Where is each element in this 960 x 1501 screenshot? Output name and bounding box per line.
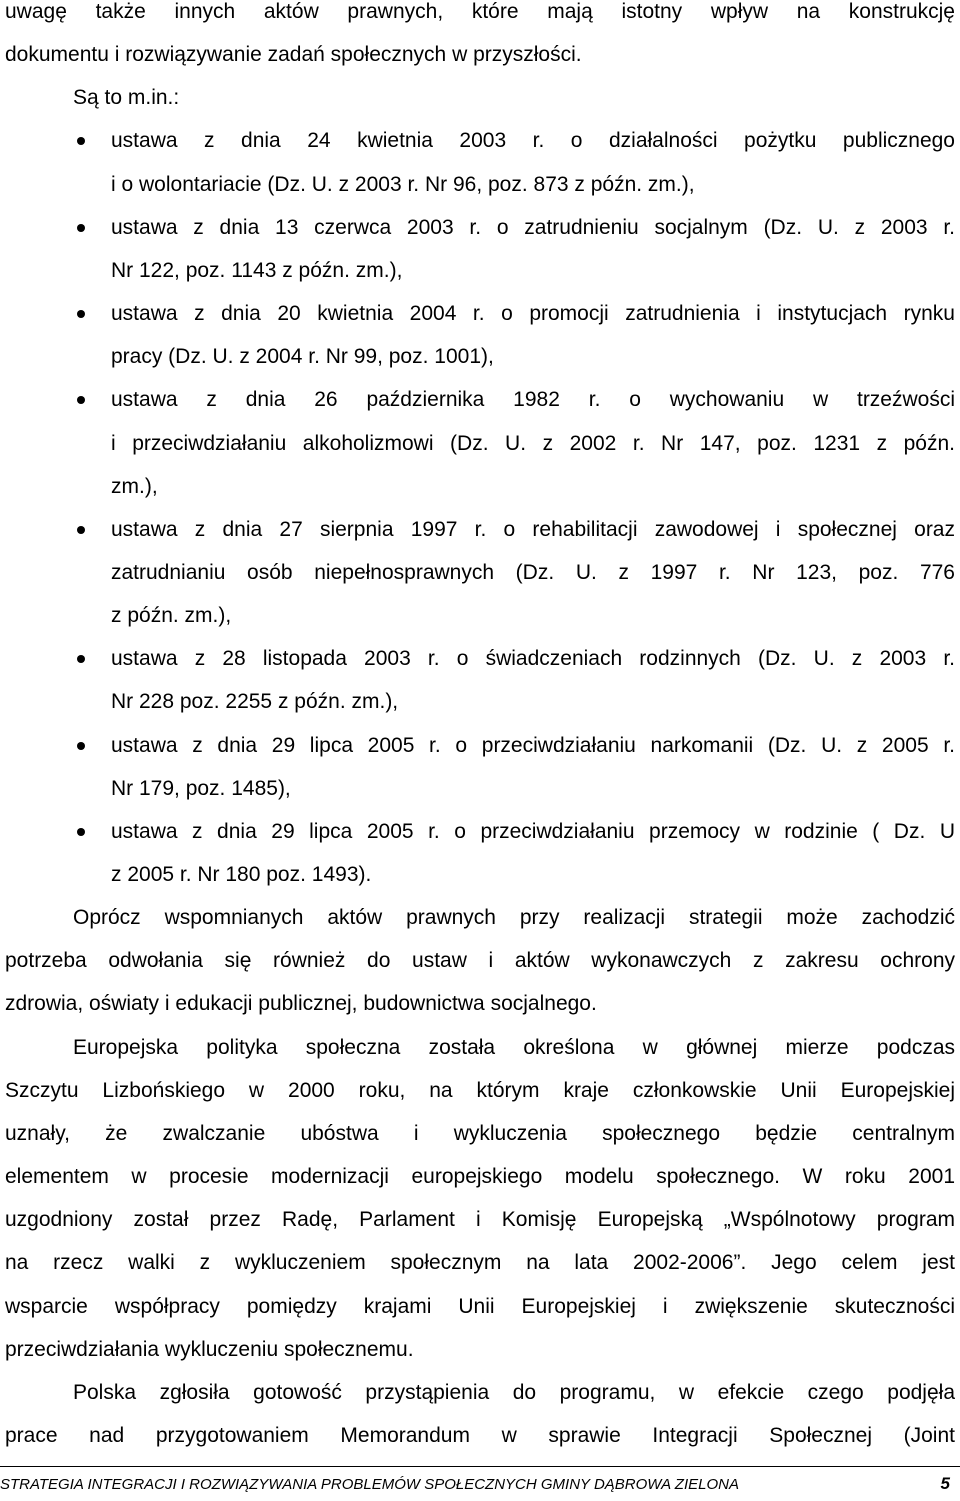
law-list-item: zm.), [111, 474, 158, 498]
paragraph-line: potrzeba odwołania się również do ustaw i aktów wykonawczych z zakresu ochrony [5, 949, 955, 973]
paragraph-line: prace nad przygotowaniem Memorandum w sprawie Integracji Społecznej (Joint [5, 1423, 955, 1447]
law-list-item: ustawa z dnia 27 sierpnia 1997 r. o rehabilitacji zawodowej i społecznej oraz [111, 517, 955, 541]
paragraph-line: Szczytu Lizbońskiego w 2000 roku, na którym kraje członkowskie Unii Europejskiej [5, 1078, 955, 1102]
law-list-item: ustawa z 28 listopada 2003 r. o świadczeniach rodzinnych (Dz. U. z 2003 r. [111, 647, 955, 671]
law-list-item: ustawa z dnia 24 kwietnia 2003 r. o działalności pożytku publicznego [111, 129, 955, 153]
law-list-item: ustawa z dnia 20 kwietnia 2004 r. o promocji zatrudnienia i instytucjach rynku [111, 302, 955, 326]
footer-divider [0, 1466, 960, 1467]
law-list-item: pracy (Dz. U. z 2004 r. Nr 99, poz. 1001), [111, 345, 494, 369]
law-list-item: ustawa z dnia 26 października 1982 r. o wychowaniu w trzeźwości [111, 388, 955, 412]
paragraph-line: elementem w procesie modernizacji europejskiego modelu społecznego. W roku 2001 [5, 1165, 955, 1189]
law-list-item: Nr 122, poz. 1143 z późn. zm.), [111, 258, 403, 282]
bullet-icon [77, 526, 85, 534]
bullet-icon [77, 224, 85, 232]
law-list-item: z późn. zm.), [111, 604, 232, 628]
paragraph-line: Oprócz wspomnianych aktów prawnych przy realizacji strategii może zachodzić [73, 906, 955, 930]
intro-line: uwagę także innych aktów prawnych, które mają istotny wpływ na konstrukcję [5, 0, 955, 23]
page-number: 5 [940, 1474, 950, 1493]
footer-title: STRATEGIA INTEGRACJI I ROZWIĄZYWANIA PROBLEMÓW SPOŁECZNYCH GMINY DĄBROWA ZIELONA [0, 1476, 739, 1493]
paragraph-line: na rzecz walki z wykluczeniem społecznym na lata 2002-2006”. Jego celem jest [5, 1251, 955, 1275]
paragraph-line: przeciwdziałania wykluczeniu społecznemu. [5, 1337, 414, 1361]
law-list-item: ustawa z dnia 29 lipca 2005 r. o przeciwdziałaniu narkomanii (Dz. U. z 2005 r. [111, 733, 955, 757]
law-list-item: Nr 179, poz. 1485), [111, 776, 291, 800]
paragraph-line: uzgodniony został przez Radę, Parlament i Komisję Europejską „Wspólnotowy program [5, 1208, 955, 1232]
bullet-icon [77, 742, 85, 750]
paragraph-line: Polska zgłosiła gotowość przystąpienia do programu, w efekcie czego podjęła [73, 1380, 955, 1404]
law-list-item: zatrudnianiu osób niepełnosprawnych (Dz. U. z 1997 r. Nr 123, poz. 776 [111, 560, 955, 584]
paragraph-line: wsparcie współpracy pomiędzy krajami Unii Europejskiej i zwiększenie skuteczności [5, 1294, 955, 1318]
bullet-icon [77, 828, 85, 836]
law-list-item: i o wolontariacie (Dz. U. z 2003 r. Nr 96, poz. 873 z późn. zm.), [111, 172, 695, 196]
law-list-item: Nr 228 poz. 2255 z późn. zm.), [111, 690, 399, 714]
paragraph-line: Europejska polityka społeczna została określona w głównej mierze podczas [73, 1035, 955, 1059]
bullet-icon [77, 396, 85, 404]
law-list-item: z 2005 r. Nr 180 poz. 1493). [111, 863, 372, 886]
paragraph-line: zdrowia, oświaty i edukacji publicznej, budownictwa socjalnego. [5, 992, 597, 1016]
law-list-item: i przeciwdziałaniu alkoholizmowi (Dz. U. z 2002 r. Nr 147, poz. 1231 z późn. [111, 431, 955, 455]
list-lead: Są to m.in.: [73, 86, 180, 110]
bullet-icon [77, 137, 85, 145]
paragraph-line: uznały, że zwalczanie ubóstwa i wykluczenia społecznego będzie centralnym [5, 1121, 955, 1145]
intro-line: dokumentu i rozwiązywanie zadań społecznych w przyszłości. [5, 43, 582, 67]
law-list-item: ustawa z dnia 29 lipca 2005 r. o przeciwdziałaniu przemocy w rodzinie ( Dz. U [111, 819, 955, 843]
law-list-item: ustawa z dnia 13 czerwca 2003 r. o zatrudnieniu socjalnym (Dz. U. z 2003 r. [111, 215, 955, 239]
bullet-icon [77, 655, 85, 663]
bullet-icon [77, 310, 85, 318]
